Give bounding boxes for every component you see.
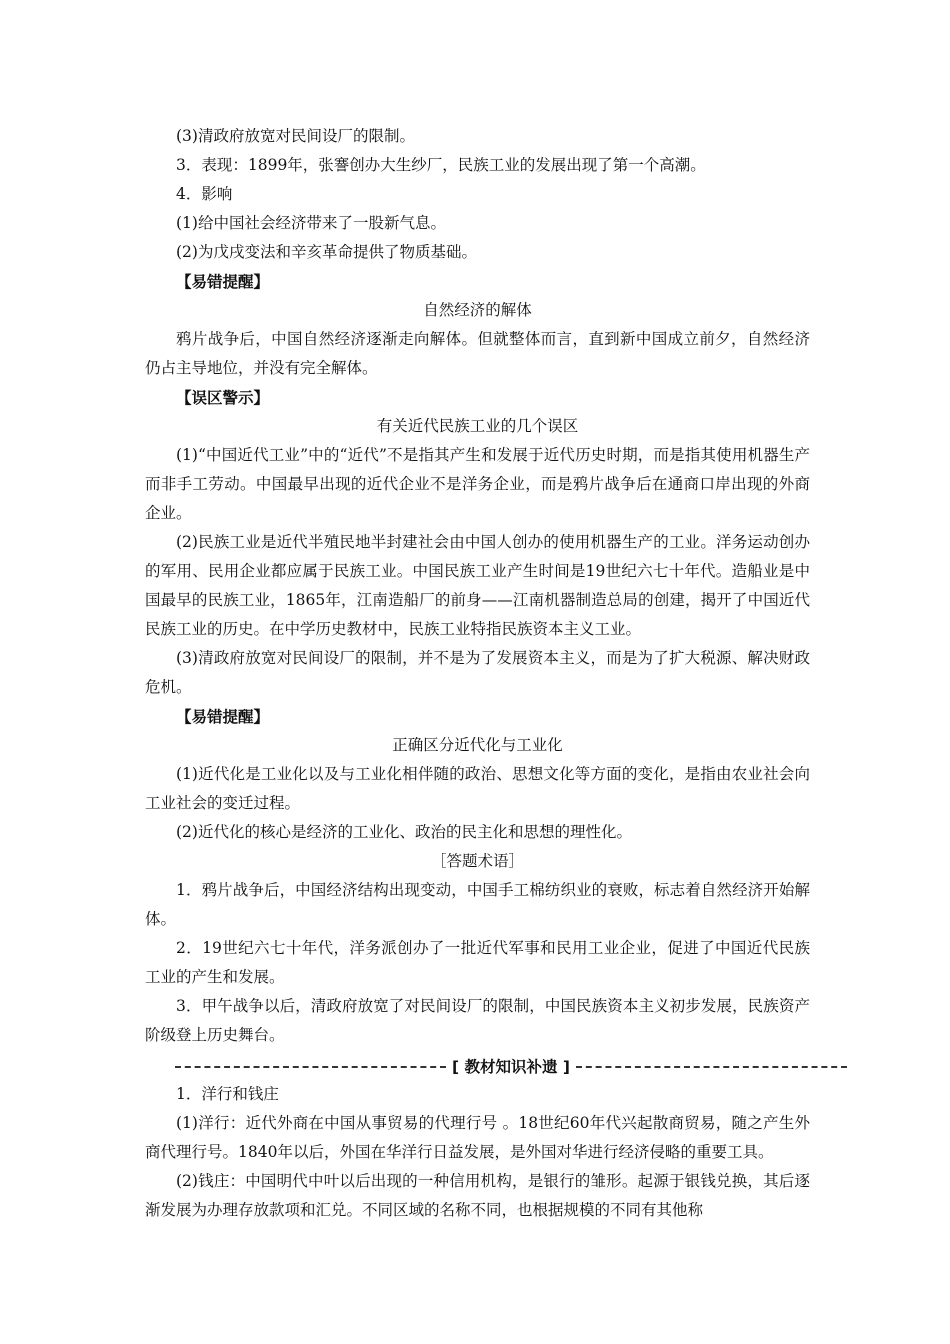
supplement-item: (2)钱庄：中国明代中叶以后出现的一种信用机构，是银行的雏形。起源于银钱兑换，其后逐渐发展为办理存放款项和汇兑。不同区域的名称不同，也根据规模的不同有其他称 [145, 1172, 810, 1219]
tip-label: 【易错提醒】 [176, 272, 270, 291]
tip-title: 自然经济的解体 [423, 301, 532, 319]
terms-item: 2．19世纪六七十年代，洋务派创办了一批近代军事和民用工业企业，促进了中国近代民族工业的产生和发展。 [145, 939, 810, 986]
paragraph: 4．影响 [176, 185, 233, 203]
paragraph: 3．表现：1899年，张謇创办大生纱厂，民族工业的发展出现了第一个高潮。 [176, 156, 706, 174]
dashed-line-right [576, 1066, 847, 1068]
terms-item: 1．鸦片战争后，中国经济结构出现变动，中国手工棉纺织业的衰败，标志着自然经济开始解体。 [145, 881, 810, 928]
warning-item: (2)民族工业是近代半殖民地半封建社会由中国人创办的使用机器生产的工业。洋务运动创办的军用、民用企业都应属于民族工业。中国民族工业产生时间是19世纪六七十年代。造船业是中国最早的民族工业，1865年，江南造船厂的前身——江南机器制造总局的创建，揭开了中国近代民族工业的历史。在中学历史教材中，民族工业特指民族资本主义工业。 [145, 533, 810, 638]
tip-title: 正确区分近代化与工业化 [392, 736, 563, 754]
document-body [145, 122, 810, 1225]
terms-item: 3．甲午战争以后，清政府放宽了对民间设厂的限制，中国民族资本主义初步发展，民族资产阶级登上历史舞台。 [145, 997, 810, 1044]
warning-label: 【误区警示】 [176, 388, 270, 407]
tip-item: (2)近代化的核心是经济的工业化、政治的民主化和思想的理性化。 [176, 823, 632, 841]
paragraph: (2)为戊戌变法和辛亥革命提供了物质基础。 [176, 243, 477, 261]
dashed-line-left [175, 1066, 446, 1068]
terms-title: ［答题术语］ [430, 852, 524, 870]
section-divider [175, 1052, 847, 1080]
warning-title: 有关近代民族工业的几个误区 [376, 417, 579, 435]
supplement-item: (1)洋行：近代外商在中国从事贸易的代理行号 。18世纪60年代兴起散商贸易，随之产生外商代理行号。1840年以后，外国在华洋行日益发展，是外国对华进行经济侵略的重要工具。 [145, 1114, 810, 1161]
warning-item: (1)“中国近代工业”中的“近代”不是指其产生和发展于近代历史时期，而是指其使用机器生产而非手工劳动。中国最早出现的近代企业不是洋务企业，而是鸦片战争后在通商口岸出现的外商企业。 [145, 446, 810, 522]
tip-item: (1)近代化是工业化以及与工业化相伴随的政治、思想文化等方面的变化，是指由农业社会向工业社会的变迁过程。 [145, 765, 810, 812]
tip-body: 鸦片战争后，中国自然经济逐渐走向解体。但就整体而言，直到新中国成立前夕，自然经济仍占主导地位，并没有完全解体。 [145, 330, 810, 377]
warning-item: (3)清政府放宽对民间设厂的限制，并不是为了发展资本主义，而是为了扩大税源、解决财政危机。 [145, 649, 810, 696]
supplement-heading: 1．洋行和钱庄 [176, 1085, 279, 1103]
section-label: [ 教材知识补遗 ] [452, 1058, 570, 1076]
tip-label: 【易错提醒】 [176, 707, 270, 726]
paragraph: (3)清政府放宽对民间设厂的限制。 [176, 127, 415, 145]
paragraph: (1)给中国社会经济带来了一股新气息。 [176, 214, 446, 232]
